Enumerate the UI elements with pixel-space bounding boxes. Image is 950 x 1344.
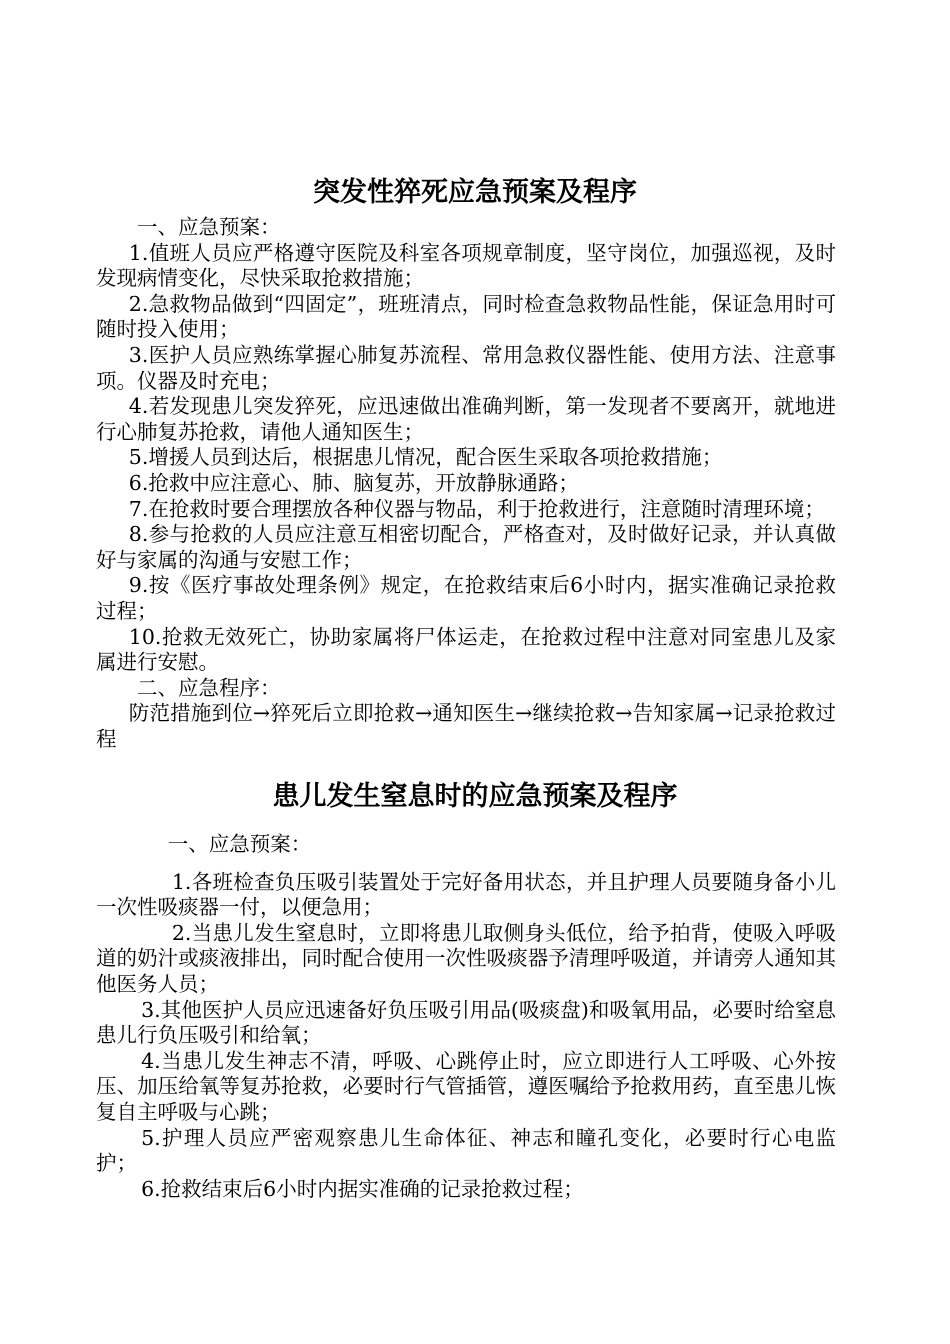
plan-item: 10.抢救无效死亡，协助家属将尸体运走，在抢救过程中注意对同室患儿及家属进行安慰。 [96, 624, 836, 675]
document-title-sudden-death: 突发性猝死应急预案及程序 [313, 177, 637, 208]
plan-item: 5.增援人员到达后，根据患儿情况，配合医生采取各项抢救措施； [128, 445, 723, 470]
procedure-flow: 防范措施到位→猝死后立即抢救→通知医生→继续抢救→告知家属→记录抢救过程 [96, 701, 836, 751]
section-heading-plan: 一、应急预案： [137, 215, 281, 239]
plan-item: 5.护理人员应严密观察患儿生命体征、神志和瞳孔变化，必要时行心电监护； [96, 1125, 836, 1176]
plan-item: 9.按《医疗事故处理条例》规定，在抢救结束后6小时内，据实准确记录抢救过程； [96, 573, 836, 623]
plan-item: 6.抢救中应注意心、肺、脑复苏，开放静脉通路； [128, 470, 579, 495]
sudden-death-body [96, 215, 836, 752]
plan-item: 2.当患儿发生窒息时，立即将患儿取侧身头低位，给予拍背，使吸入呼吸道的奶汁或痰液排出，同时配合使用一次性吸痰器予清理呼吸道，并请旁人通知其他医务人员； [96, 920, 836, 996]
plan-item: 6.抢救结束后6小时内据实准确的记录抢救过程； [141, 1176, 584, 1201]
document-title-asphyxia: 患儿发生窒息时的应急预案及程序 [272, 781, 678, 812]
plan-item: 1.各班检查负压吸引装置处于完好备用状态，并且护理人员要随身备小儿一次性吸痰器一付，以便急用； [96, 869, 836, 920]
plan-item: 7.在抢救时要合理摆放各种仪器与物品，利于抢救进行，注意随时清理环境； [128, 496, 825, 521]
plan-item: 4.若发现患儿突发猝死，应迅速做出准确判断，第一发现者不要离开，就地进行心肺复苏抢救，请他人通知医生； [96, 394, 836, 444]
plan-item: 8.参与抢救的人员应注意互相密切配合，严格查对，及时做好记录，并认真做好与家属的沟通与安慰工作； [96, 522, 836, 572]
plan-item: 3.医护人员应熟练掌握心肺复苏流程、常用急救仪器性能、使用方法、注意事项。仪器及时充电； [96, 342, 836, 393]
plan-item: 1.值班人员应严格遵守医院及科室各项规章制度，坚守岗位，加强巡视，及时发现病情变化，尽快采取抢救措施； [96, 240, 836, 291]
section-heading-plan: 一、应急预案： [167, 832, 312, 856]
plan-item: 4.当患儿发生神志不清，呼吸、心跳停止时，应立即进行人工呼吸、心外按压、加压给氧等复苏抢救，必要时行气管插管，遵医嘱给予抢救用药，直至患儿恢复自主呼吸与心跳； [96, 1048, 836, 1124]
asphyxia-body [96, 832, 836, 1202]
plan-item: 3.其他医护人员应迅速备好负压吸引用品(吸痰盘)和吸氧用品，必要时给窒息患儿行负压吸引和给氧； [96, 997, 836, 1048]
section-heading-procedure: 二、应急程序： [137, 675, 281, 700]
plan-item: 2.急救物品做到“四固定”，班班清点，同时检查急救物品性能，保证急用时可随时投入使用； [96, 291, 836, 342]
